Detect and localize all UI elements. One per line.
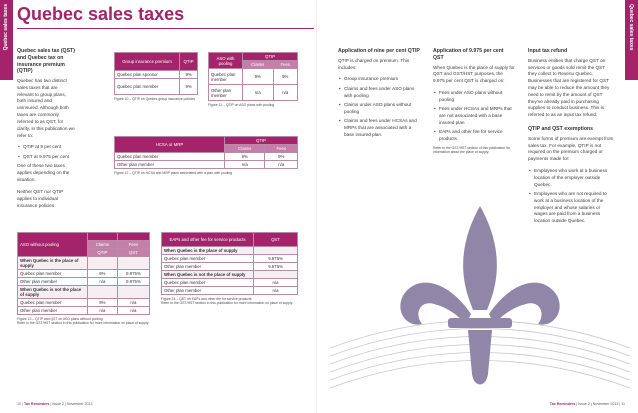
intro-heading: Quebec sales tax (QST) and Quebec tax on insurance premium (QTIP) [17, 48, 75, 75]
table-row: Quebec plan member 9% 9.975% [18, 270, 150, 278]
table-row: Other plan member n/a 9.975% [18, 278, 150, 286]
figure-14-table [161, 232, 298, 295]
qst-bullet: • Fees under HCSAs and MRPs that are not associated with a base insured plan [433, 106, 515, 126]
table-header: QTIP [225, 137, 298, 145]
intro-para3: Neither QST nor QTIP applies to individual insurance policies. [17, 188, 64, 208]
figure-14-note: Refer to the GST/HST section in this publication for more information on place of supply. [161, 301, 294, 306]
table-row: Other plan member n/a n/a [115, 161, 298, 169]
figure-13-table: ASO without pooling Claims Fees QTIP QST When Quebec is the place of supply Quebec plan member 9% 9.975% Other plan member n/a 9.975% When Quebec is not the place of supply Quebec plan member 9% n/a Other plan member n/a n/a [17, 232, 150, 315]
table-header: EAPs and other fee for service products [162, 233, 254, 247]
qst-note: Refer to the GST/HST section of this publication for information about the place of supply. [433, 145, 511, 155]
figure-12-caption: Figure 12 – QTIP on HCSA and MRP plans associated with a plan with pooling [114, 171, 233, 175]
table-header: ASO with pooling [209, 53, 243, 69]
figure-10 [114, 52, 198, 101]
side-tab-left: Quebec sales taxes [0, 0, 13, 80]
refund-heading: Input tax refund [528, 48, 568, 54]
table-row: Quebec plan member n/a [162, 279, 298, 287]
figure-13 [17, 232, 150, 326]
table-row: Quebec plan member 9% [115, 79, 198, 95]
qst-section [433, 48, 515, 155]
table-header: QTIP [180, 53, 198, 71]
figure-13-caption: Figure 13 – QTIP and QST on ASO plans without pooling [17, 317, 103, 321]
table-row: When Quebec is not the place of supply [162, 271, 298, 279]
table-row: Quebec plan sponsor 9% [115, 71, 198, 79]
qst-bullet: • Fees under ASO plans without pooling [433, 90, 515, 104]
qtip-section [338, 48, 420, 141]
exemptions-heading: QTIP and QST exemptions [528, 126, 594, 133]
intro-bullet: • QST at 9.975 per cent [17, 154, 75, 161]
figure-11 [208, 52, 298, 107]
page-title: Quebec sales taxes [17, 4, 185, 24]
qst-bullet: • EAPs and other fee for service products [433, 129, 515, 143]
table-row: Quebec plan member 9% 9% [115, 153, 298, 161]
table-row: Quebec plan member 9% n/a [18, 299, 150, 307]
intro-bullet: • QTIP at 9 per cent [17, 144, 75, 151]
title-rule [17, 28, 314, 29]
footer-left: 10 | Tax Reminders | Issue 2 | November 2013 [17, 402, 93, 406]
table-header: HCSA or MRP [115, 137, 225, 153]
table-header: QTIP [243, 53, 298, 61]
table-row: Quebec plan member 9.975% [162, 255, 298, 263]
figure-13-note: Refer to the GST/HST section in this publication for more information on place of supply. [17, 321, 150, 326]
exemption-bullet: • Employees who are not required to work at a business location of the employer and whose salaries or wages are paid from a business location outside Quebec. [528, 191, 614, 225]
table-header: Group insurance premium [115, 53, 180, 71]
exemptions-para: Some forms of premium are exempt from sales tax. For example, QTIP is not required on the premium charged or payments made for: [528, 135, 614, 162]
figure-10-table [114, 52, 198, 95]
table-row: Other plan member n/a [162, 287, 298, 295]
qtip-bullet: • Group insurance premium [338, 76, 420, 83]
side-tab-right: Quebec sales taxes [625, 0, 638, 80]
table-header: QST [254, 233, 298, 247]
intro-section [17, 48, 75, 209]
qst-heading: Application of 9.975 per cent QST [433, 48, 504, 61]
qtip-bullet: • Claims under ASO plans without pooling [338, 102, 420, 116]
table-row: When Quebec is not the place of supply [18, 286, 150, 299]
page-gutter [316, 0, 317, 413]
figure-12-table: HCSA or MRP QTIP Claims Fees Quebec plan member 9% 9% Other plan member n/a n/a [114, 136, 298, 169]
qtip-bullet: • Claims and fees under ASO plans with pooling [338, 86, 420, 100]
qtip-intro: QTIP is charged on premium. This includes: [338, 57, 410, 70]
figure-14 [161, 232, 298, 306]
intro-para2: One of these two taxes applies depending on the situation. [17, 163, 70, 183]
qtip-bullet: • Claims and fees under HCSAs and MRPs that are associated with a base insured plan. [338, 118, 420, 138]
figure-11-table: ASO with pooling QTIP Claims Fees Quebec plan member 9% 9% Other plan member n/a n/a [208, 52, 298, 101]
qtip-heading: Application of nine per cent QTIP [338, 48, 420, 54]
table-row: When Quebec is the place of supply [162, 247, 298, 255]
exemption-bullet: • Employees who work at a business location of the employer outside Quebec. [528, 168, 614, 188]
table-row: Quebec plan member 9% 9% [209, 69, 298, 85]
intro-para1: Quebec has two distinct sales taxes that are relevant to group plans, both insured and uninsured. Although both taxes are commonly referred to as QST, for clarity, in this publication we refer to: [17, 78, 75, 138]
qst-intro: When Quebec is the place of supply for QST and GST/HST purposes, the 9.975 per cent QST is charged on: [433, 64, 515, 84]
figure-10-caption: Figure 10 – QTIP on Quebec group insurance policies [114, 97, 195, 101]
table-row: When Quebec is the place of supply [18, 257, 150, 270]
refund-para: Business entities that charge QST on services or goods sold remit the QST they collect to Revenu Quebec. Businesses that are registered for QST may be able to reduce the amount they need to remit by the amount of QST they’ve already paid in purchasing supplies to conduct business. This is referred to as an input tax refund. [528, 57, 610, 118]
table-header: ASO without pooling [18, 233, 88, 257]
table-row: Other plan member 9.975% [162, 263, 298, 271]
footer-right: Tax Reminders | Issue 2 | November 2013 | 11 [549, 402, 625, 406]
table-row: Other plan member n/a n/a [18, 307, 150, 315]
figure-14-caption: Figure 14 – QST on EAPs and other fee for service products [161, 297, 252, 301]
figure-11-caption: Figure 11 – QTIP on ASO plans with pooling [208, 103, 275, 107]
figure-12 [114, 136, 298, 175]
fleur-de-lis-illustration [330, 198, 630, 400]
table-row: Other plan member n/a n/a [209, 85, 298, 101]
